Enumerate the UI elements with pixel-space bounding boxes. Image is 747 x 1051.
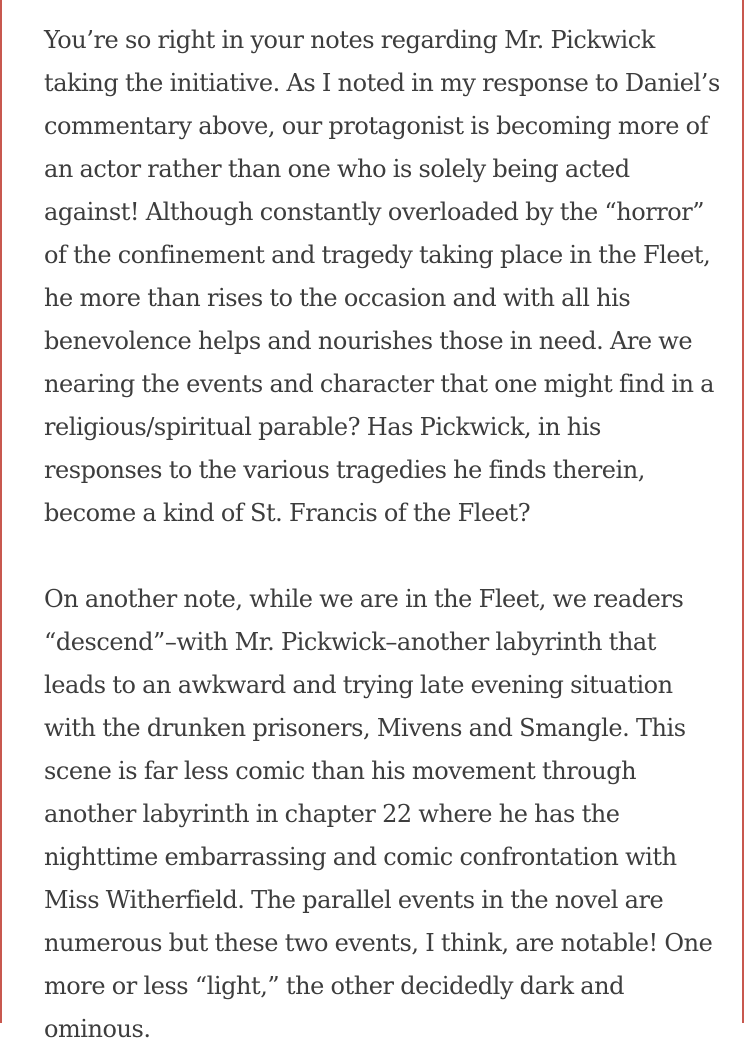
comment-paragraph-1: You’re so right in your notes regarding Mr. Pickwick taking the initiative. As I noted in my response to Daniel’s commentary above, our protagonist is becoming more of an actor rather than one who is solely being acted against! Although constantly overloaded by the “horror” of the confinement and tragedy taking place in the Fleet, he more than rises to the occasion and with all his benevolence helps and nourishes those in need. Are we nearing the events and character that one might find in a religious/spiritual parable? Has Pickwick, in his responses to the various tragedies he finds therein, become a kind of St. Francis of the Fleet? (44, 26, 720, 527)
comment-paragraph-2: On another note, while we are in the Fleet, we readers “descend”–with Mr. Pickwick–another labyrinth that leads to an awkward and trying late evening situation with the drunken prisoners, Mivens and Smangle. This scene is far less comic than his movement through another labyrinth in chapter 22 where he has the nighttime embarrassing and comic confrontation with Miss Witherfield. The parallel events in the novel are numerous but these two events, I think, are notable! One more or less “light,” the other decidedly dark and ominous. (44, 585, 713, 1043)
comment-body (44, 19, 724, 1051)
right-border-rule (742, 0, 744, 1023)
left-border-rule (0, 0, 2, 1023)
